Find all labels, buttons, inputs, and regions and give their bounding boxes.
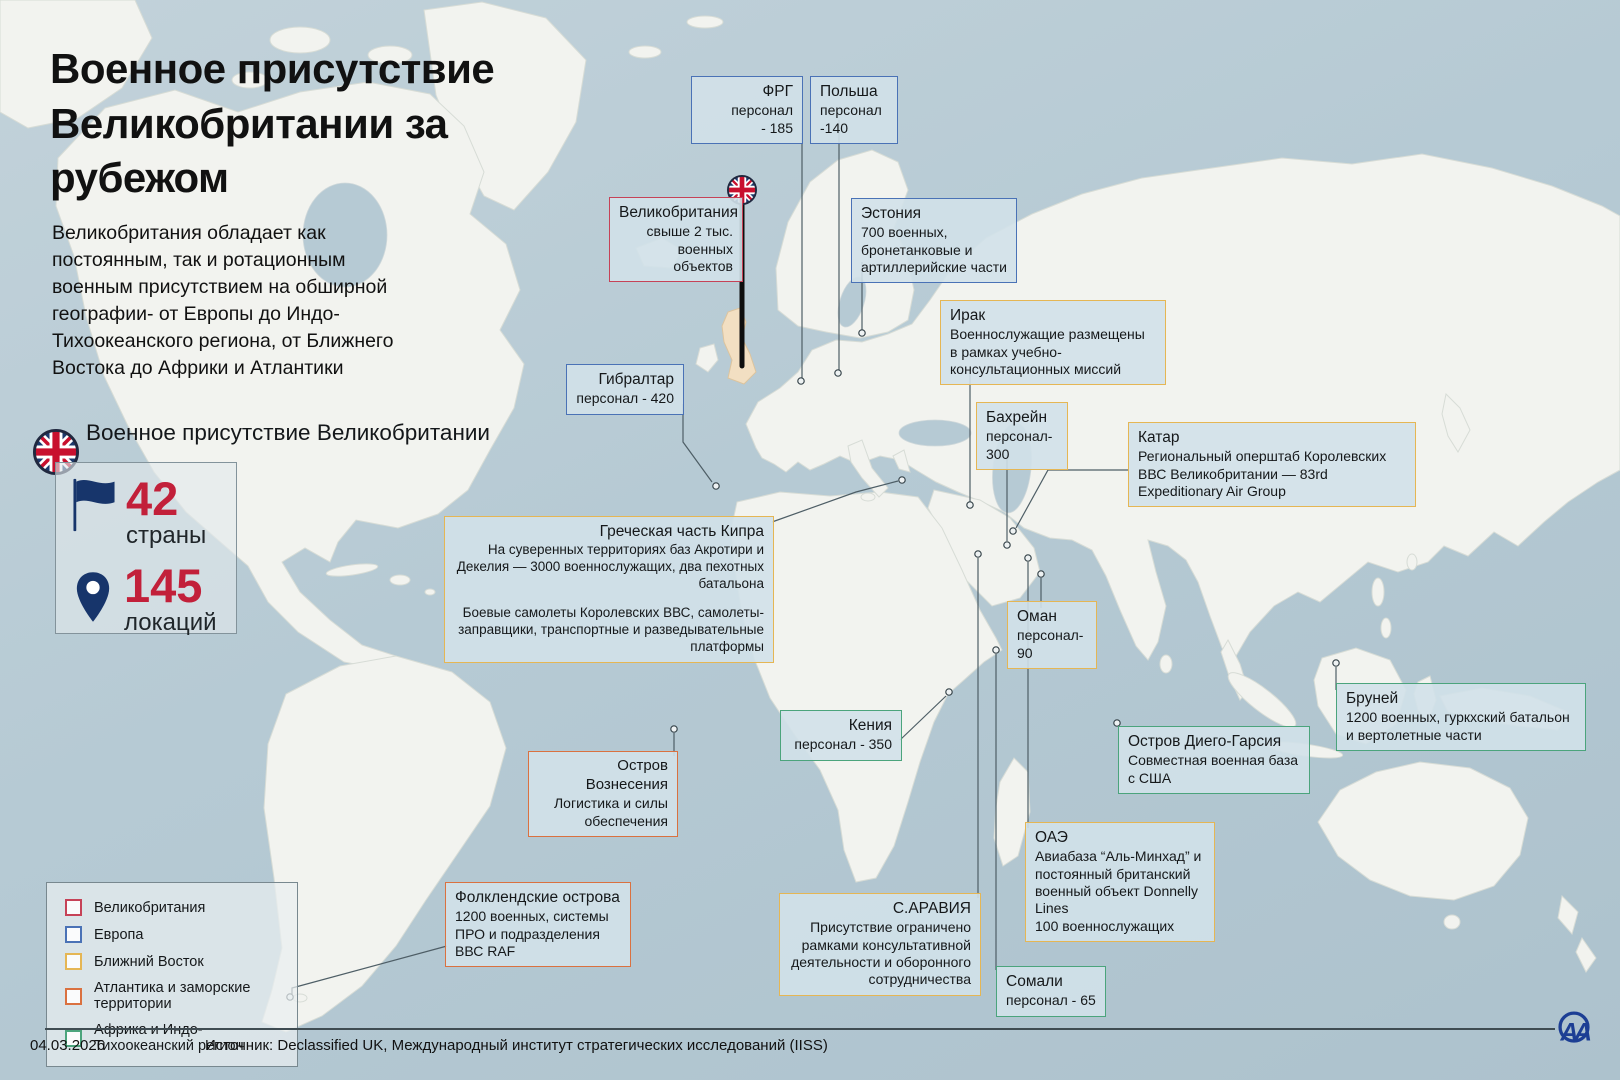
callout-title: Фолклендские острова	[455, 889, 620, 906]
callout-line: военных объектов	[673, 240, 733, 274]
uk-presence-stats-panel	[55, 462, 237, 637]
countries-label: страны	[126, 522, 207, 550]
callout-line: персонал	[820, 102, 882, 119]
callout-line: персонал	[731, 102, 793, 119]
callout-title: Кения	[848, 717, 892, 734]
intro-paragraph: Великобритания обладает как постоянным, так и ротационным военным присутствием на обширной географии- от Европы до Индо-Тихоокеанского региона, от Ближнего Востока до Африки и Атлантики	[52, 222, 394, 379]
legend-swatch-atlantic	[65, 988, 82, 1005]
callout-poland	[810, 76, 898, 144]
callout-title: Оман	[1017, 608, 1057, 625]
callout-line: - 185	[761, 119, 793, 136]
callout-ascension-island	[528, 751, 678, 837]
callout-title: Остров Диего-Гарсия	[1128, 733, 1282, 750]
callout-body: Боевые самолеты Королевских ВВС, самолеты-заправщики, транспортные и разведывательные платформы	[458, 605, 764, 654]
locations-stat	[70, 559, 226, 637]
callout-body: Присутствие ограничено рамками консультативной деятельности и оборонного сотрудничества	[791, 919, 971, 988]
callout-oman	[1007, 601, 1097, 669]
legend-swatch-europe	[65, 926, 82, 943]
callout-title: Бруней	[1346, 690, 1399, 707]
callout-line: персонал - 420	[576, 390, 674, 407]
callout-body: Логистика и силы обеспечения	[553, 795, 668, 829]
callout-estonia	[851, 198, 1017, 283]
svg-text:AA: AA	[1560, 1018, 1588, 1047]
legend-label: Европа	[94, 926, 144, 943]
callout-body: 1200 военных, гуркхский батальон и вертолетные части	[1346, 709, 1570, 743]
location-pin-icon	[74, 566, 112, 628]
callout-title: ОАЭ	[1035, 829, 1068, 846]
callout-title: Великобритания	[619, 204, 739, 221]
flag-icon	[70, 477, 118, 533]
callout-line: персонал - 350	[794, 736, 892, 753]
callout-gibraltar	[566, 364, 684, 415]
callout-line: 90	[1017, 644, 1033, 661]
callout-line: свыше 2 тыс.	[646, 223, 733, 240]
callout-title: Остров Вознесения	[585, 757, 668, 793]
callout-line: персонал-	[1017, 627, 1084, 644]
callout-title: Польша	[820, 83, 878, 100]
callout-body: персонал - 65	[1006, 992, 1096, 1009]
callout-united-kingdom	[609, 197, 743, 282]
legend-item	[65, 926, 283, 943]
callout-line: -140	[820, 119, 849, 136]
callout-title: Катар	[1138, 429, 1180, 446]
callout-body: Военнослужащие размещены в рамках учебно-консультационных миссий	[950, 326, 1145, 377]
callout-falkland-islands	[445, 882, 631, 967]
callout-title: Гибралтар	[598, 371, 674, 388]
countries-stat	[70, 472, 226, 550]
legend-item	[65, 953, 283, 970]
callout-title: Ирак	[950, 307, 986, 324]
page-title: Военное присутствие Великобритании за рубежом	[50, 45, 495, 202]
callout-qatar	[1128, 422, 1416, 507]
callout-saudi-arabia	[779, 893, 981, 996]
callout-title: Греческая часть Кипра	[599, 523, 764, 540]
callout-body: На суверенных территориях баз Акротири и Декелия — 3000 военнослужащих, два пехотных батальона	[456, 542, 764, 591]
callout-title: Сомали	[1006, 973, 1063, 990]
callout-kenya	[780, 710, 902, 761]
footer-date: 04.03.2026	[30, 1037, 106, 1054]
legend-label: Атлантика и заморские территории	[94, 980, 251, 1012]
locations-value: 145	[124, 559, 203, 613]
callout-body: Авиабаза “Аль-Минхад” и постоянный британский военный объект Donnelly Lines	[1035, 848, 1202, 917]
callout-bahrain	[976, 402, 1068, 470]
anadolu-agency-logo	[1552, 1008, 1596, 1052]
legend-swatch-uk	[65, 899, 82, 916]
callout-title: Бахрейн	[986, 409, 1048, 426]
callout-cyprus	[444, 516, 774, 663]
callout-line: персонал-	[986, 428, 1053, 445]
callout-somalia	[996, 966, 1106, 1017]
callout-body: 100 военнослужащих	[1035, 917, 1175, 934]
callout-body: Совместная военная база с США	[1128, 752, 1299, 786]
callout-body: Региональный оперштаб Королевских ВВС Великобритании — 83rd Expeditionary Air Group	[1138, 448, 1387, 499]
uk-highlight	[722, 308, 756, 384]
callout-brunei	[1336, 683, 1586, 751]
legend-label: Великобритания	[94, 899, 206, 916]
callout-diego-garcia	[1118, 726, 1310, 794]
callout-title: ФРГ	[762, 83, 793, 100]
legend-label: Ближний Восток	[94, 953, 204, 970]
callout-title: С.АРАВИЯ	[892, 900, 971, 917]
legend-label: Африка и Индо-Тихоокеанский регион	[94, 1022, 244, 1054]
overview-subtitle: Военное присутствие Великобритании	[86, 420, 491, 445]
footer-source: Источник: Declassified UK, Международный институт стратегических исследований (IISS)	[205, 1037, 828, 1054]
locations-label: локаций	[124, 609, 217, 637]
legend-item	[65, 980, 283, 1012]
callout-title: Эстония	[861, 205, 922, 222]
legend-item	[65, 899, 283, 916]
callout-body: 1200 военных, системы ПРО и подразделения ВВС RAF	[455, 908, 609, 959]
callout-body: 700 военных, бронетанковые и артиллерийские части	[861, 224, 1007, 275]
footer-divider	[45, 1028, 1555, 1030]
callout-uae	[1025, 822, 1215, 942]
callout-germany	[691, 76, 803, 144]
legend-swatch-middle-east	[65, 953, 82, 970]
callout-line: 300	[986, 445, 1010, 462]
countries-value: 42	[126, 472, 179, 525]
callout-iraq	[940, 300, 1166, 385]
